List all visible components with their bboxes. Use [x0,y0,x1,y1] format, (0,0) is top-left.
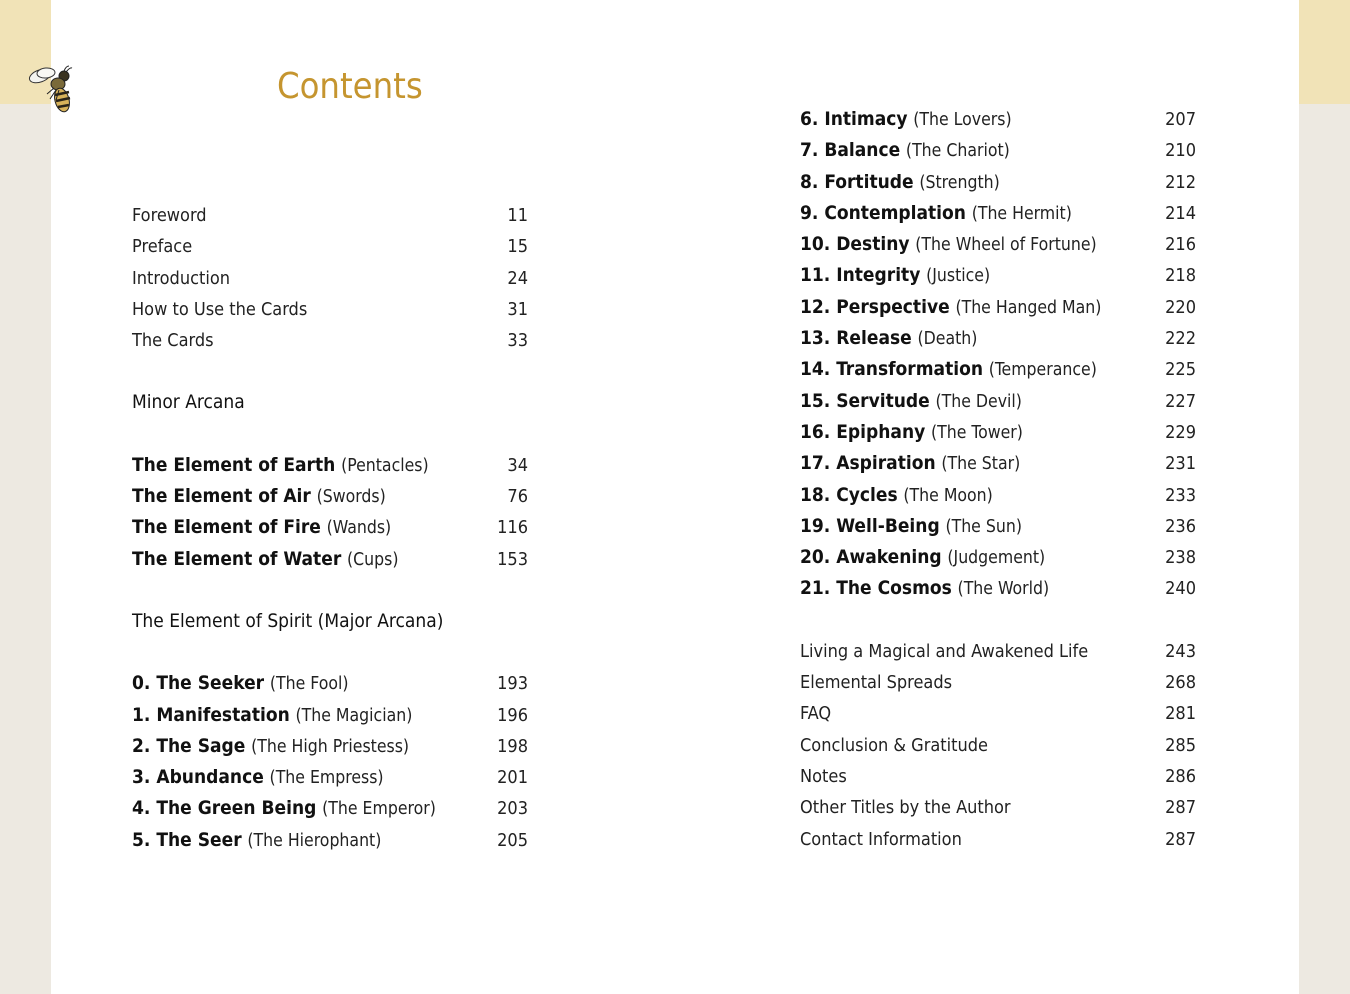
toc-entry[interactable] [800,323,1196,354]
entry-subtitle: (The Sun) [945,516,1022,537]
toc-entry[interactable] [132,668,528,699]
entry-subtitle: (The Devil) [935,391,1022,412]
entry-page: 216 [1165,234,1196,256]
toc-entry[interactable] [800,792,1196,823]
entry-page: 231 [1165,453,1196,475]
entry-name: 1. Manifestation [132,703,290,726]
entry-subtitle: (The Star) [941,454,1021,475]
entry-subtitle: (The Moon) [903,485,993,506]
entry-page: 212 [1165,171,1196,193]
entry-page: 153 [497,548,528,570]
entry-name: 7. Balance [800,139,901,162]
page-title: Contents [277,66,423,107]
back-matter-list [800,636,1196,855]
toc-right-column [800,104,1196,855]
entry-page: 15 [507,236,528,258]
entry-subtitle: (Judgement) [947,548,1046,569]
entry-subtitle: (The Hierophant) [247,830,382,851]
toc-entry[interactable] [800,198,1196,229]
entry-page: 287 [1165,828,1196,850]
entry-page: 210 [1165,140,1196,162]
toc-entry[interactable] [800,167,1196,198]
entry-subtitle: (Swords) [316,487,386,508]
toc-entry[interactable] [132,762,528,793]
entry-page: 24 [507,267,528,289]
toc-entry[interactable] [800,730,1196,761]
entry-subtitle: (The Hanged Man) [955,297,1102,318]
toc-entry[interactable] [132,700,528,731]
entry-name: 9. Contemplation [800,201,966,224]
toc-entry[interactable] [800,511,1196,542]
toc-entry[interactable] [132,325,528,356]
toc-entry[interactable] [800,573,1196,604]
entry-name: The Element of Earth [132,453,336,476]
entry-label: Preface [132,236,193,258]
entry-name: The Element of Air [132,485,311,508]
entry-subtitle: (The Tower) [931,422,1023,443]
toc-entry[interactable] [132,481,528,512]
entry-name: 12. Perspective [800,295,950,318]
entry-page: 214 [1165,202,1196,224]
entry-subtitle: (The Lovers) [913,110,1012,130]
entry-subtitle: (Temperance) [988,360,1097,381]
entry-name: 16. Epiphany [800,420,926,443]
entry-subtitle: (Strength) [919,172,1000,193]
entry-page: 201 [497,767,528,789]
entry-page: 11 [507,205,528,226]
toc-entry[interactable] [800,417,1196,448]
entry-page: 236 [1165,515,1196,537]
toc-entry[interactable] [800,104,1196,135]
entry-label: Living a Magical and Awakened Life [800,640,1089,662]
entry-label: Foreword [132,205,207,226]
entry-page: 198 [497,735,528,757]
entry-name: 10. Destiny [800,233,910,256]
entry-name: 15. Servitude [800,389,930,412]
major-arcana-list-left [132,668,528,856]
toc-entry[interactable] [132,263,528,294]
entry-page: 286 [1165,765,1196,787]
entry-name: 14. Transformation [800,358,984,381]
entry-subtitle: (The Emperor) [322,799,436,820]
entry-page: 285 [1165,734,1196,756]
entry-name: 21. The Cosmos [800,577,952,600]
entry-label: How to Use the Cards [132,298,308,320]
toc-entry[interactable] [132,731,528,762]
entry-page: 268 [1165,672,1196,694]
right-margin-tint [1299,0,1350,104]
toc-entry[interactable] [800,542,1196,573]
toc-left-column [132,200,528,856]
entry-subtitle: (Death) [917,329,978,350]
toc-entry[interactable] [800,761,1196,792]
entry-page: 243 [1165,640,1196,662]
entry-page: 240 [1165,578,1196,600]
entry-name: 11. Integrity [800,264,921,287]
toc-entry[interactable] [132,231,528,262]
entry-label: Other Titles by the Author [800,797,1011,819]
entry-subtitle: (The Empress) [269,768,384,789]
entry-page: 227 [1165,390,1196,412]
entry-page: 116 [497,517,528,539]
entry-page: 229 [1165,421,1196,443]
entry-label: Elemental Spreads [800,672,953,694]
entry-page: 196 [497,704,528,726]
toc-entry[interactable] [132,793,528,824]
bee-icon [26,64,76,116]
toc-entry[interactable] [132,825,528,856]
entry-page: 76 [507,486,528,508]
entry-name: The Element of Water [132,547,342,570]
minor-arcana-heading: Minor Arcana [132,391,245,414]
entry-name: The Element of Fire [132,516,321,539]
entry-subtitle: (The World) [957,579,1050,600]
toc-entry[interactable] [132,200,528,231]
toc-entry[interactable] [132,450,528,481]
entry-name: 20. Awakening [800,546,942,569]
entry-name: 3. Abundance [132,766,264,789]
entry-label: Notes [800,765,847,787]
toc-entry[interactable] [800,448,1196,479]
entry-subtitle: (Cups) [347,549,399,570]
toc-entry[interactable] [132,544,528,575]
entry-page: 281 [1165,703,1196,725]
toc-entry[interactable] [800,667,1196,698]
toc-entry[interactable] [800,636,1196,667]
entry-subtitle: (The Magician) [295,705,413,726]
toc-entry[interactable] [800,260,1196,291]
entry-subtitle: (Pentacles) [341,455,429,476]
entry-page: 222 [1165,328,1196,350]
entry-label: Contact Information [800,828,962,850]
spirit-heading: The Element of Spirit (Major Arcana) [132,609,444,632]
entry-page: 31 [507,298,528,320]
entry-name: 8. Fortitude [800,170,914,193]
entry-subtitle: (The Hermit) [971,203,1072,224]
toc-entry[interactable] [800,824,1196,855]
entry-subtitle: (The High Priestess) [251,736,410,757]
entry-name: 6. Intimacy [800,108,908,130]
entry-page: 233 [1165,484,1196,506]
front-matter-list [132,200,528,356]
entry-name: 13. Release [800,327,912,350]
toc-entry[interactable] [800,698,1196,729]
toc-entry[interactable] [800,292,1196,323]
entry-subtitle: (The Wheel of Fortune) [915,235,1097,256]
entry-name: 18. Cycles [800,483,898,506]
entry-name: 5. The Seer [132,828,242,851]
toc-entry[interactable] [800,386,1196,417]
entry-page: 203 [497,798,528,820]
entry-name: 17. Aspiration [800,452,936,475]
entry-subtitle: (Wands) [326,518,392,539]
entry-page: 207 [1165,109,1196,130]
toc-entry[interactable] [800,354,1196,385]
toc-entry[interactable] [132,512,528,543]
toc-entry[interactable] [132,294,528,325]
entry-page: 34 [507,454,528,476]
toc-entry[interactable] [800,480,1196,511]
toc-entry[interactable] [800,229,1196,260]
entry-page: 238 [1165,547,1196,569]
entry-name: 4. The Green Being [132,797,317,820]
entry-page: 287 [1165,797,1196,819]
major-arcana-list-right [800,104,1196,605]
entry-page: 33 [507,330,528,352]
elements-list [132,450,528,575]
entry-label: Conclusion & Gratitude [800,734,989,756]
entry-subtitle: (Justice) [926,266,991,287]
entry-label: Introduction [132,267,231,289]
entry-label: The Cards [132,330,214,352]
entry-name: 2. The Sage [132,734,246,757]
toc-entry[interactable] [800,135,1196,166]
entry-page: 225 [1165,359,1196,381]
entry-name: 0. The Seeker [132,672,265,695]
entry-page: 193 [497,673,528,695]
entry-subtitle: (The Chariot) [905,141,1010,162]
entry-subtitle: (The Fool) [269,674,349,695]
entry-page: 218 [1165,265,1196,287]
entry-page: 220 [1165,296,1196,318]
entry-name: 19. Well-Being [800,514,940,537]
entry-page: 205 [497,829,528,851]
entry-label: FAQ [800,703,832,725]
